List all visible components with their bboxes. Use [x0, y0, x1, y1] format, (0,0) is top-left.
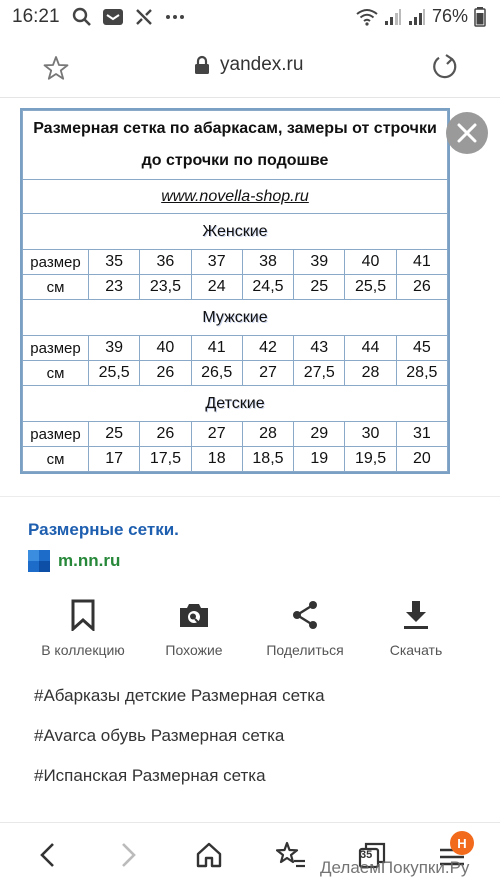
table-cell: 28 [242, 422, 293, 447]
table-cell: 18 [191, 447, 242, 472]
table-cell: 36 [140, 250, 191, 275]
row-label: см [23, 447, 89, 472]
size-table [22, 110, 448, 472]
table-row [23, 447, 448, 472]
table-cell: 26 [396, 275, 447, 300]
tabs-count: 35 [360, 849, 373, 861]
table-cell: 40 [140, 336, 191, 361]
tag-link[interactable]: #Абарказы детские Размерная сетка [34, 686, 325, 705]
table-cell: 27 [242, 361, 293, 386]
table-cell: 26,5 [191, 361, 242, 386]
mail-icon [102, 7, 124, 27]
row-label: размер [23, 336, 89, 361]
table-row [23, 336, 448, 361]
table-row [23, 361, 448, 386]
table-cell: 24 [191, 275, 242, 300]
table-cell: 18,5 [242, 447, 293, 472]
section-heading: Мужские [23, 300, 448, 336]
table-cell: 28,5 [396, 361, 447, 386]
divider [0, 496, 500, 497]
action-label: Похожие [165, 642, 223, 658]
table-cell: 28 [345, 361, 396, 386]
table-cell: 20 [396, 447, 447, 472]
table-cell: 40 [345, 250, 396, 275]
image-viewer[interactable] [0, 98, 500, 496]
bottom-navigation [0, 822, 500, 888]
signal-icon [408, 8, 426, 26]
size-chart-image [20, 108, 450, 474]
signal-icon [384, 8, 402, 26]
table-cell: 27 [191, 422, 242, 447]
battery-percentage: 76% [431, 6, 468, 26]
status-bar [0, 0, 500, 34]
chevron-left-icon [38, 842, 58, 868]
table-cell: 25,5 [345, 275, 396, 300]
table-cell: 27,5 [294, 361, 345, 386]
address-field[interactable] [194, 54, 303, 76]
add-to-collection-button[interactable] [23, 598, 143, 658]
wifi-icon [356, 8, 378, 26]
back-button[interactable] [32, 839, 64, 871]
bookmark-icon [70, 599, 96, 631]
table-cell: 31 [396, 422, 447, 447]
profile-avatar[interactable]: Н [450, 831, 474, 855]
row-label: размер [23, 422, 89, 447]
battery-icon [474, 7, 486, 27]
table-cell: 44 [345, 336, 396, 361]
action-label: Скачать [389, 642, 443, 658]
table-cell: 30 [345, 422, 396, 447]
download-icon [402, 599, 430, 631]
row-label: см [23, 361, 89, 386]
close-icon [456, 122, 478, 144]
similar-button[interactable] [134, 598, 254, 658]
table-cell: 17,5 [140, 447, 191, 472]
system-status [356, 6, 486, 27]
close-button[interactable] [446, 112, 488, 154]
lock-icon [194, 55, 210, 75]
watermark-text: ДелаемПокупки.Ру [320, 858, 470, 877]
table-cell: 35 [89, 250, 140, 275]
table-cell: 38 [242, 250, 293, 275]
table-cell: 19,5 [345, 447, 396, 472]
tag-link[interactable]: #Испанская Размерная сетка [34, 766, 266, 785]
browser-url-bar [0, 34, 500, 98]
table-row [23, 275, 448, 300]
table-row [23, 250, 448, 275]
notification-icons [72, 7, 186, 27]
status-time: 16:21 [12, 6, 60, 27]
table-cell: 42 [242, 336, 293, 361]
url-text: yandex.ru [220, 54, 304, 75]
row-label: размер [23, 250, 89, 275]
table-cell: 41 [191, 336, 242, 361]
table-cell: 26 [140, 422, 191, 447]
image-website: www.novella-shop.ru [23, 180, 448, 214]
image-title: Размерная сетка по абаркасам, замеры от строчки до строчки по подошве [23, 111, 448, 180]
search-icon [72, 7, 92, 27]
table-cell: 25 [294, 275, 345, 300]
favorite-star-icon[interactable] [42, 54, 70, 82]
home-icon [195, 841, 223, 869]
camera-icon [178, 601, 210, 629]
reload-icon[interactable] [430, 52, 460, 82]
row-label: см [23, 275, 89, 300]
action-bar [0, 598, 500, 668]
table-cell: 29 [294, 422, 345, 447]
share-button[interactable] [245, 598, 365, 658]
site-favicon-icon [28, 550, 50, 572]
source-site-link[interactable] [28, 550, 120, 572]
table-cell: 41 [396, 250, 447, 275]
table-cell: 39 [89, 336, 140, 361]
table-row [23, 422, 448, 447]
action-label: В коллекцию [41, 642, 125, 658]
table-cell: 25 [89, 422, 140, 447]
mute-icon [134, 7, 154, 27]
table-cell: 43 [294, 336, 345, 361]
section-heading: Женские [23, 214, 448, 250]
source-title-link[interactable]: Размерные сетки. [28, 520, 179, 539]
section-heading: Детские [23, 386, 448, 422]
table-cell: 37 [191, 250, 242, 275]
size-sections [23, 214, 448, 472]
table-cell: 24,5 [242, 275, 293, 300]
table-cell: 25,5 [89, 361, 140, 386]
table-cell: 23,5 [140, 275, 191, 300]
table-cell: 17 [89, 447, 140, 472]
site-name: m.nn.ru [58, 551, 121, 570]
table-cell: 19 [294, 447, 345, 472]
star-list-icon [276, 840, 306, 870]
more-icon [164, 7, 186, 27]
table-cell: 45 [396, 336, 447, 361]
download-button[interactable] [356, 598, 476, 658]
forward-button[interactable] [112, 839, 144, 871]
table-cell: 23 [89, 275, 140, 300]
table-cell: 39 [294, 250, 345, 275]
table-cell: 26 [140, 361, 191, 386]
share-icon [290, 600, 320, 630]
tag-link[interactable]: #Avarca обувь Размерная сетка [34, 726, 285, 745]
home-button[interactable] [193, 839, 225, 871]
chevron-right-icon [118, 842, 138, 868]
action-label: Поделиться [266, 642, 344, 658]
collections-button[interactable] [275, 839, 307, 871]
